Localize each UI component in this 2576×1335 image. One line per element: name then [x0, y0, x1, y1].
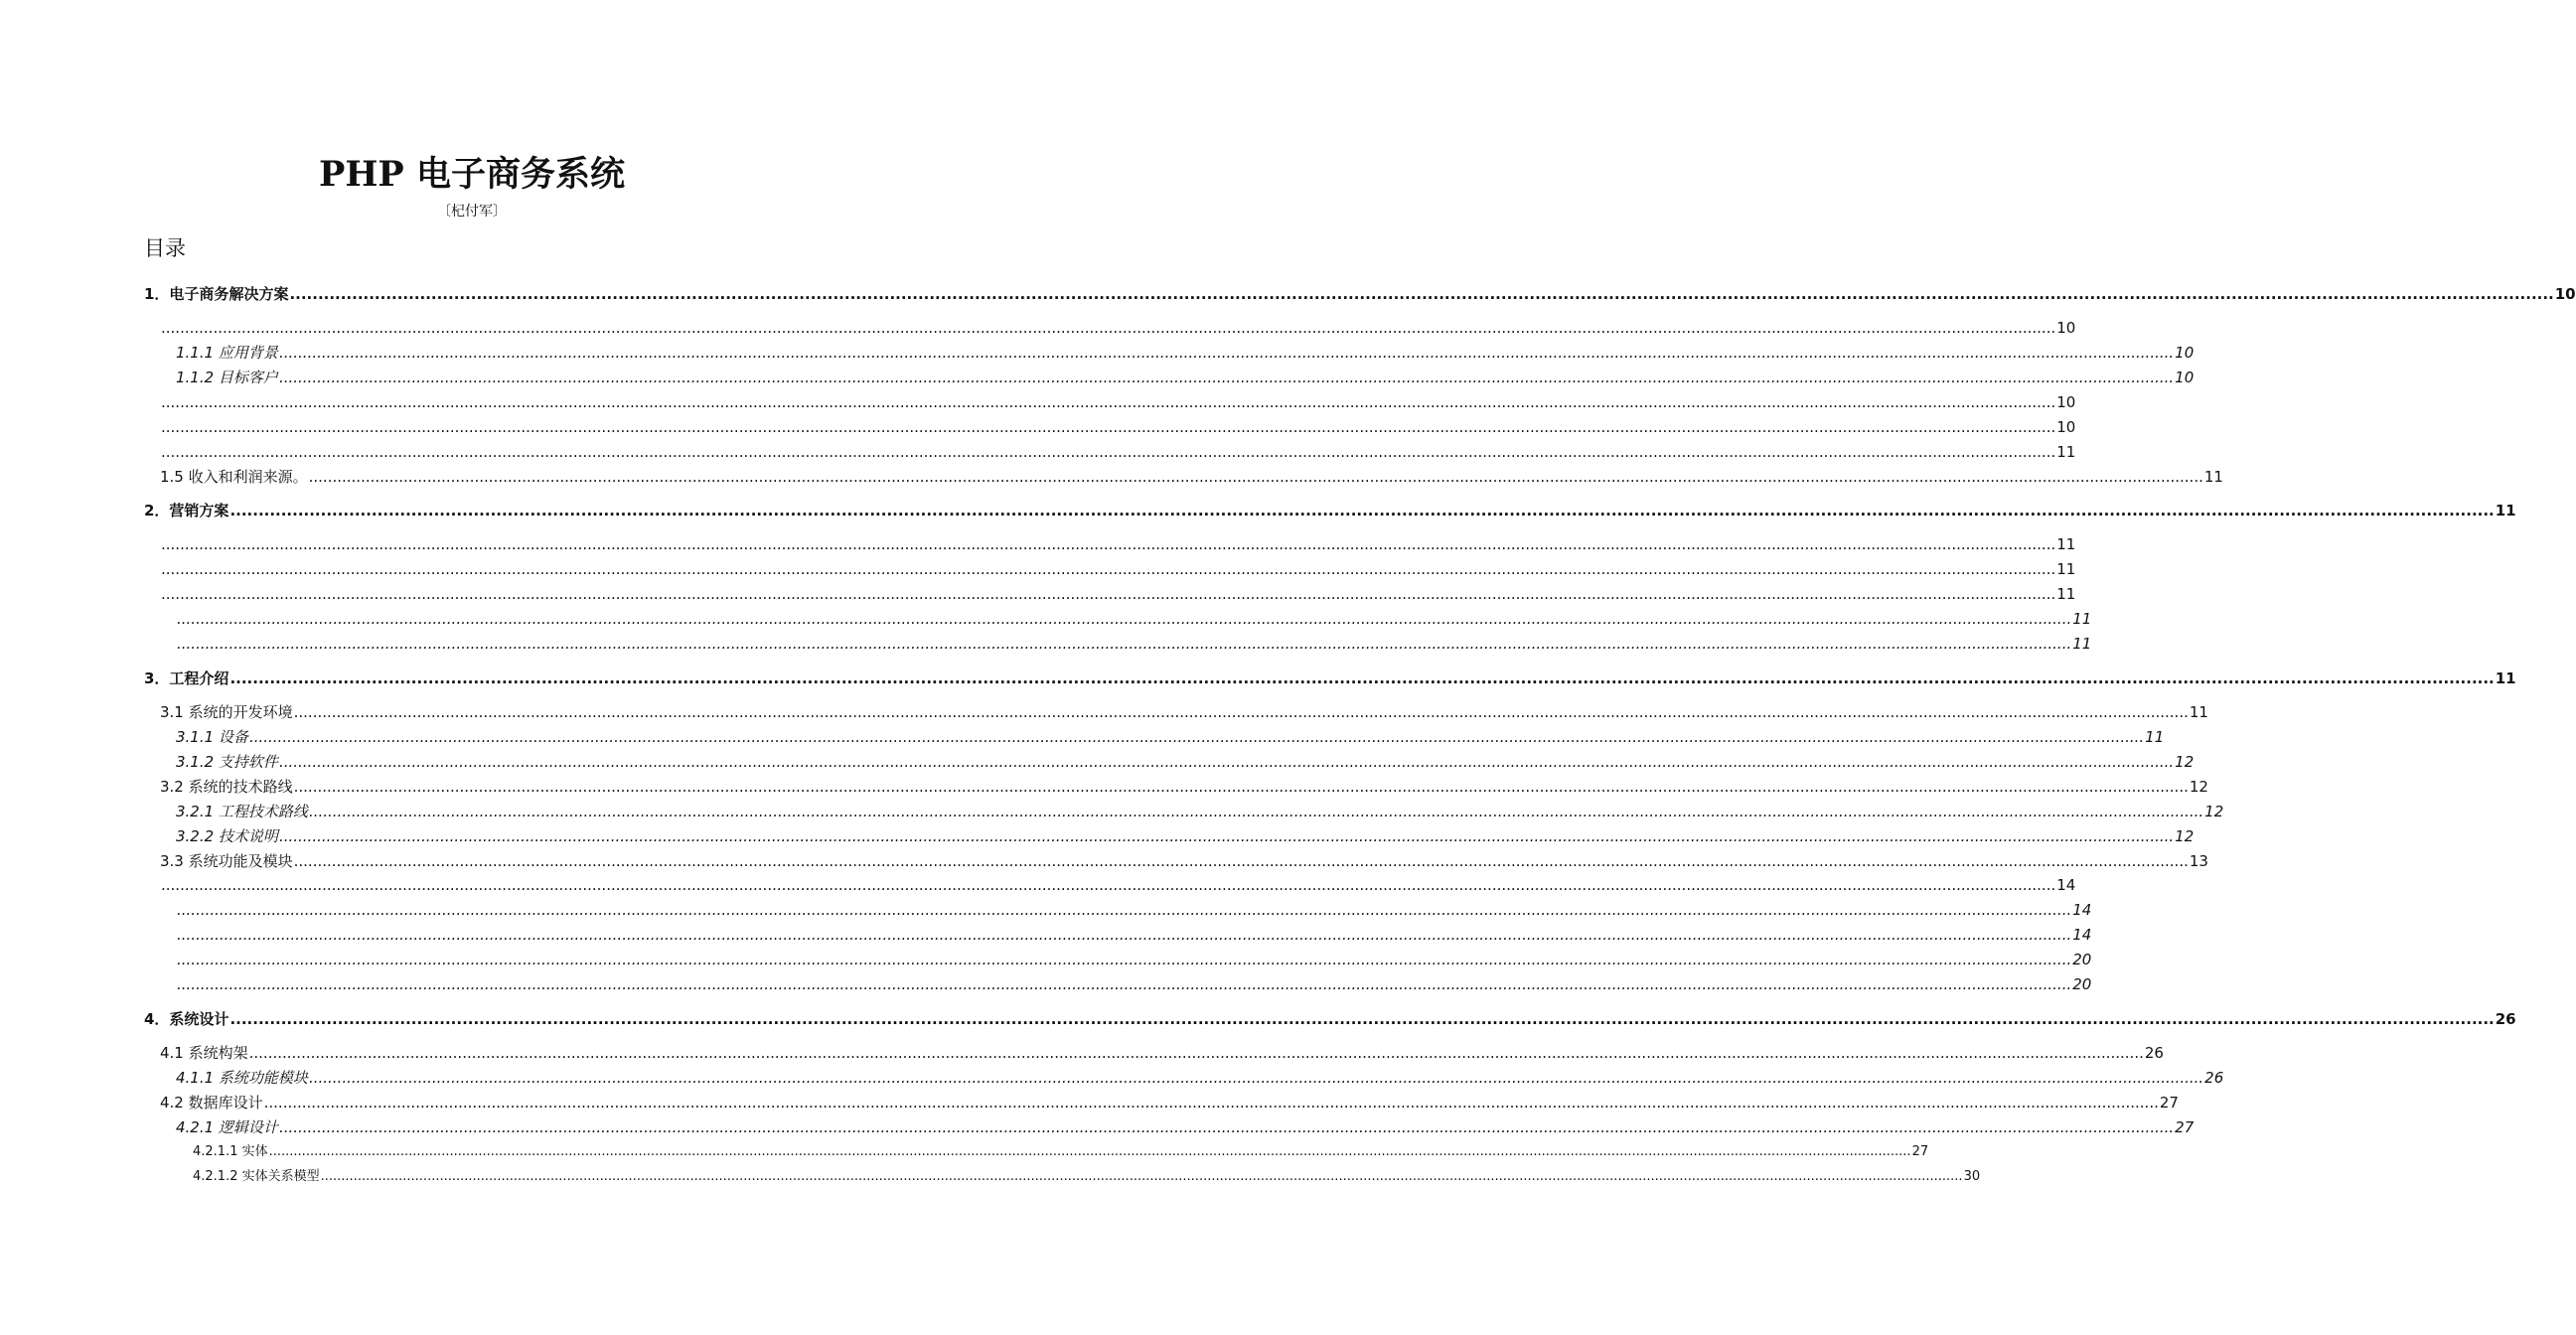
- toc-entry[interactable]: [176, 1116, 2195, 1138]
- toc-entry-label: 3.2.1 工程技术路线: [176, 803, 308, 820]
- toc-entry-label: 1.1.1 应用背景: [176, 344, 278, 362]
- toc-entry-page: 11: [2203, 468, 2223, 486]
- toc-entry[interactable]: [160, 558, 2076, 580]
- toc-entry-page: 26: [2204, 1069, 2224, 1087]
- toc-entry-leader: ................................................................................................................................................................................................................................................................................................................................................................................................................: [161, 876, 2056, 894]
- toc-entry-label: 3.2 系统的技术路线: [160, 778, 293, 796]
- toc-entry[interactable]: [193, 1167, 1981, 1187]
- toc-entry-page: 11: [2072, 635, 2092, 653]
- toc-entry[interactable]: [160, 850, 2208, 872]
- toc-entry[interactable]: [160, 776, 2208, 798]
- toc-entry-label: 4.2 数据库设计: [160, 1094, 263, 1112]
- toc-entry-page: 26: [2144, 1044, 2164, 1062]
- toc-entry-leader: ................................................................................................................................................................................................................................................................................................................................................................................................................: [161, 443, 2056, 461]
- toc-entry-page: 11: [2189, 703, 2208, 721]
- toc-entry-page: 11: [2056, 535, 2076, 553]
- toc-entry[interactable]: [160, 441, 2076, 463]
- toc-entry-page: 10: [2056, 319, 2076, 337]
- toc-entry[interactable]: [176, 1067, 2224, 1089]
- toc-entry-page: 14: [2072, 926, 2092, 944]
- toc-entry-leader: ................................................................................................................................................................................................................................................................................................................................................................................................................: [278, 827, 2175, 845]
- toc-entry[interactable]: [176, 899, 2092, 921]
- toc-entry-leader: ................................................................................................................................................................................................................................................................................................................................................................................................................: [293, 778, 2189, 796]
- toc-entry[interactable]: [176, 825, 2195, 847]
- toc-entry-label: 2．营销方案: [144, 502, 229, 519]
- toc-entry[interactable]: [176, 608, 2092, 630]
- toc-entry-label: 1.1.2 目标客户: [176, 369, 278, 386]
- toc-entry-leader: ................................................................................................................................................................................................................................................................................................................................................................................................................: [161, 560, 2056, 578]
- toc-entry-leader: ................................................................................................................................................................................................................................................................................................................................................................................................................: [263, 1094, 2159, 1112]
- toc-entry-leader: ................................................................................................................................................................................................................................................................................................................................................................................................................: [177, 901, 2072, 919]
- toc-entry[interactable]: [144, 500, 2516, 521]
- toc-entry-page: 10: [2175, 344, 2195, 362]
- toc-entry-leader: ................................................................................................................................................................................................................................................................................................................................................................................................................: [161, 418, 2056, 436]
- toc-entry-page: 12: [2175, 753, 2195, 771]
- toc-entry-leader: ................................................................................................................................................................................................................................................................................................................................................................................................................: [161, 585, 2056, 603]
- toc-entry-page: 20: [2072, 951, 2092, 968]
- toc-entry-leader: ................................................................................................................................................................................................................................................................................................................................................................................................................: [308, 1069, 2204, 1087]
- toc-entry-page: 11: [2495, 502, 2516, 519]
- toc-entry-page: 10: [2175, 369, 2195, 386]
- toc-entry-page: 26: [2495, 1010, 2516, 1028]
- toc-entry-label: 4.2.1.1 实体: [193, 1144, 268, 1159]
- toc-entry-leader: ................................................................................................................................................................................................................................................................................................................................................................................................................: [293, 852, 2189, 870]
- toc-entry[interactable]: [176, 751, 2195, 773]
- toc-entry-label: 4.2.1 逻辑设计: [176, 1118, 278, 1136]
- toc-entry[interactable]: [160, 391, 2076, 413]
- toc-entry-page: 27: [2175, 1118, 2195, 1136]
- toc-entry[interactable]: [144, 1008, 2516, 1030]
- toc-heading: 目录: [144, 236, 186, 260]
- toc-entry-leader: ................................................................................................................................................................................................................................................................................................................................................................................................................: [229, 502, 2495, 519]
- toc-entry-leader: ................................................................................................................................................................................................................................................................................................................................................................................................................: [278, 753, 2175, 771]
- toc-entry[interactable]: [160, 466, 2223, 488]
- toc-entry[interactable]: [144, 283, 2576, 305]
- toc-entry-leader: ................................................................................................................................................................................................................................................................................................................................................................................................................: [320, 1169, 1963, 1184]
- toc-entry-label: 1．电子商务解决方案: [144, 285, 289, 303]
- toc-entry-page: 11: [2056, 560, 2076, 578]
- toc-entry-leader: ................................................................................................................................................................................................................................................................................................................................................................................................................: [268, 1144, 1911, 1159]
- toc-entry-leader: ................................................................................................................................................................................................................................................................................................................................................................................................................: [278, 369, 2175, 386]
- toc-entry-label: 3.1 系统的开发环境: [160, 703, 293, 721]
- toc-entry-page: 12: [2204, 803, 2224, 820]
- toc-entry[interactable]: [160, 1042, 2164, 1064]
- toc-entry-page: 10: [2554, 285, 2576, 303]
- toc-entry-label: 3.3 系统功能及模块: [160, 852, 293, 870]
- toc-entry-page: 11: [2495, 669, 2516, 687]
- toc-entry[interactable]: [176, 924, 2092, 946]
- toc-entry-leader: ................................................................................................................................................................................................................................................................................................................................................................................................................: [229, 1010, 2495, 1028]
- toc-entry[interactable]: [160, 416, 2076, 438]
- toc-entry[interactable]: [160, 874, 2076, 896]
- toc-entry[interactable]: [176, 949, 2092, 970]
- toc-entry-page: 14: [2072, 901, 2092, 919]
- toc-entry-label: 3．工程介绍: [144, 669, 229, 687]
- toc-entry-leader: ................................................................................................................................................................................................................................................................................................................................................................................................................: [308, 468, 2203, 486]
- toc-entry-leader: ................................................................................................................................................................................................................................................................................................................................................................................................................: [161, 319, 2056, 337]
- toc-entry-page: 27: [2159, 1094, 2179, 1112]
- toc-entry-page: 12: [2189, 778, 2208, 796]
- toc-entry-leader: ................................................................................................................................................................................................................................................................................................................................................................................................................: [278, 1118, 2175, 1136]
- toc-entry-label: 4.2.1.2 实体关系模型: [193, 1169, 320, 1184]
- toc-entry-leader: ................................................................................................................................................................................................................................................................................................................................................................................................................: [293, 703, 2189, 721]
- toc-entry-label: 3.1.1 设备: [176, 728, 248, 746]
- toc-entry-page: 12: [2175, 827, 2195, 845]
- toc-entry-page: 11: [2056, 585, 2076, 603]
- toc-entry-leader: ................................................................................................................................................................................................................................................................................................................................................................................................................: [177, 610, 2072, 628]
- toc-entry[interactable]: [160, 1092, 2179, 1113]
- toc-entry-page: 20: [2072, 975, 2092, 993]
- toc-entry-leader: ................................................................................................................................................................................................................................................................................................................................................................................................................: [248, 1044, 2144, 1062]
- document-title: PHP 电子商务系统: [319, 154, 625, 195]
- toc-entry-leader: ................................................................................................................................................................................................................................................................................................................................................................................................................: [161, 535, 2056, 553]
- toc-entry[interactable]: [144, 668, 2516, 689]
- toc-entry-label: 3.2.2 技术说明: [176, 827, 278, 845]
- toc-entry[interactable]: [176, 801, 2224, 822]
- toc-entry-page: 10: [2056, 393, 2076, 411]
- toc-entry-leader: ................................................................................................................................................................................................................................................................................................................................................................................................................: [161, 393, 2056, 411]
- toc-entry-page: 27: [1911, 1144, 1929, 1159]
- toc-entry[interactable]: [160, 701, 2208, 723]
- document-author: 〔杞付军〕: [437, 204, 507, 220]
- toc-entry-leader: ................................................................................................................................................................................................................................................................................................................................................................................................................: [289, 285, 2554, 303]
- toc-entry-leader: ................................................................................................................................................................................................................................................................................................................................................................................................................: [177, 975, 2072, 993]
- toc-entry[interactable]: [176, 367, 2195, 388]
- toc-entry-page: 13: [2189, 852, 2208, 870]
- toc-entry-label: 3.1.2 支持软件: [176, 753, 278, 771]
- toc-entry-label: 4.1.1 系统功能模块: [176, 1069, 308, 1087]
- toc-entry-page: 14: [2056, 876, 2076, 894]
- toc-entry-page: 11: [2145, 728, 2165, 746]
- toc-entry[interactable]: [160, 533, 2076, 555]
- toc-entry-leader: ................................................................................................................................................................................................................................................................................................................................................................................................................: [278, 344, 2175, 362]
- toc-entry-leader: ................................................................................................................................................................................................................................................................................................................................................................................................................: [177, 951, 2072, 968]
- toc-entry-label: 4．系统设计: [144, 1010, 229, 1028]
- toc-entry[interactable]: [160, 317, 2076, 339]
- toc-entry-label: 4.1 系统构架: [160, 1044, 248, 1062]
- toc-entry[interactable]: [176, 633, 2092, 655]
- toc-entry[interactable]: [160, 583, 2076, 605]
- toc-entry[interactable]: [193, 1142, 1929, 1162]
- toc-entry-page: 11: [2072, 610, 2092, 628]
- toc-entry-page: 30: [1963, 1169, 1981, 1184]
- toc-entry[interactable]: [176, 973, 2092, 995]
- toc-entry-page: 10: [2056, 418, 2076, 436]
- toc-entry-label: 1.5 收入和利润来源。: [160, 468, 308, 486]
- toc-entry-leader: ................................................................................................................................................................................................................................................................................................................................................................................................................: [308, 803, 2204, 820]
- toc-entry-page: 11: [2056, 443, 2076, 461]
- toc-entry-leader: ................................................................................................................................................................................................................................................................................................................................................................................................................: [229, 669, 2495, 687]
- toc-entry[interactable]: [176, 342, 2195, 364]
- toc-entry[interactable]: [176, 726, 2165, 748]
- toc-entry-leader: ................................................................................................................................................................................................................................................................................................................................................................................................................: [177, 926, 2072, 944]
- toc-entry-leader: ................................................................................................................................................................................................................................................................................................................................................................................................................: [248, 728, 2145, 746]
- toc-entry-leader: ................................................................................................................................................................................................................................................................................................................................................................................................................: [177, 635, 2072, 653]
